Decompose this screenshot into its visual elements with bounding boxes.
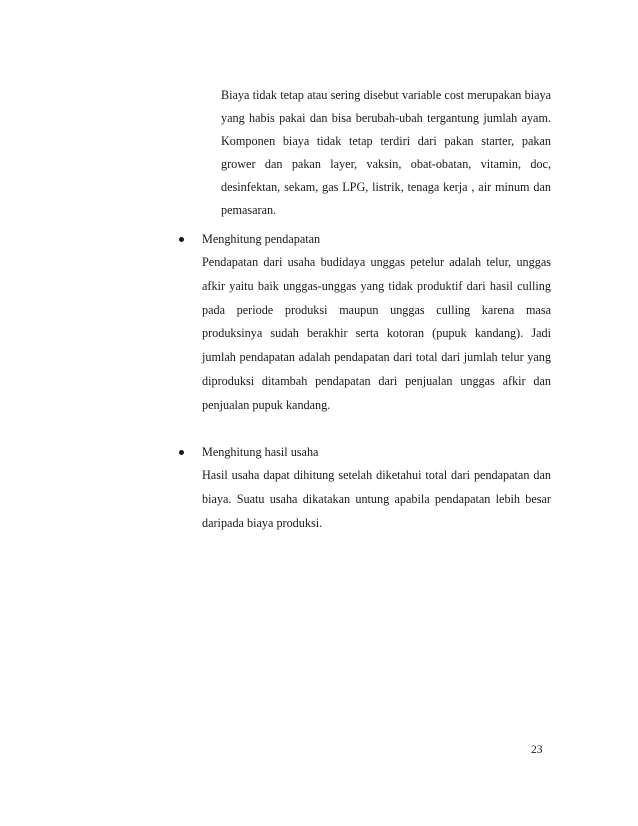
variable-cost-paragraph: Biaya tidak tetap atau sering disebut variable cost merupakan biaya yang habis pakai dan bisa berubah-ubah tergantung jumlah ayam. Komponen biaya tidak tetap terdiri dari pakan starter, pakan grower dan pakan layer, vaksin, obat-obatan, vitamin, doc, desinfektan, sekam, gas LPG, listrik, tenaga kerja , air minum dan pemasaran. <box>221 88 551 217</box>
page-number: 23 <box>531 744 543 756</box>
section-body: Pendapatan dari usaha budidaya unggas petelur adalah telur, unggas afkir yaitu baik unggas-unggas yang tidak produktif dari hasil culling pada periode produksi maupun unggas culling karena masa produksinya sudah berakhir serta kotoran (pupuk kandang). Jadi jumlah pendapatan adalah pendapatan dari total dari jumlah telur yang diproduksi ditambah pendapatan dari penjualan unggas afkir dan penjualan pupuk kandang. <box>202 255 551 412</box>
section-hasil-usaha <box>179 441 551 535</box>
section-title: Menghitung hasil usaha <box>202 445 319 459</box>
section-pendapatan <box>179 228 551 418</box>
section-pendapatan-heading <box>179 228 551 251</box>
section-title: Menghitung pendapatan <box>202 232 321 246</box>
bullet-icon <box>179 450 184 455</box>
bullet-icon <box>179 237 184 242</box>
section-hasil-usaha-heading <box>179 441 551 464</box>
section-body: Hasil usaha dapat dihitung setelah diketahui total dari pendapatan dan biaya. Suatu usaha dikatakan untung apabila pendapatan lebih besar daripada biaya produksi. <box>202 468 551 530</box>
